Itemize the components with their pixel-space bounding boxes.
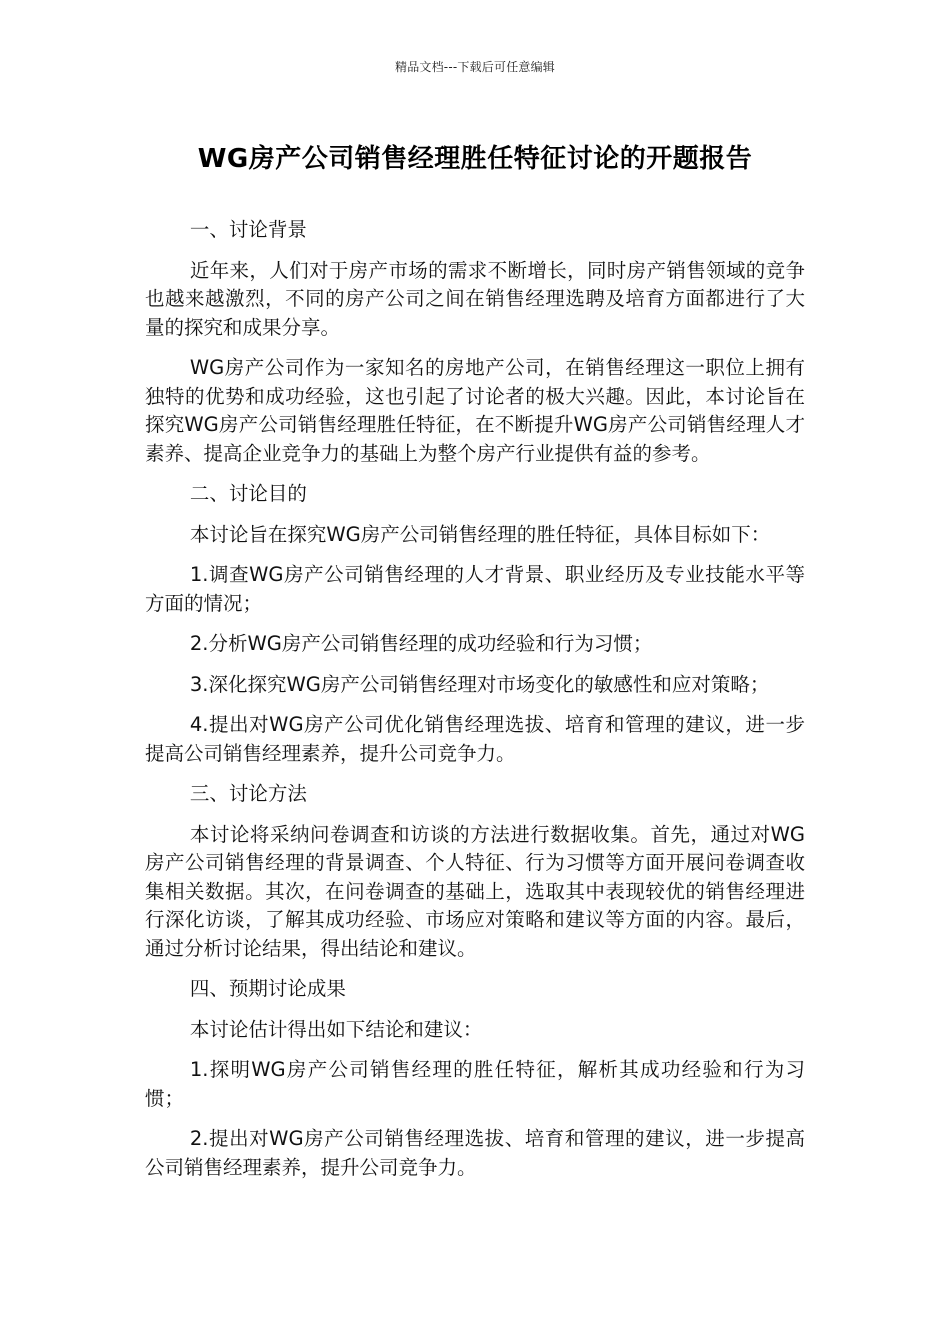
list-item-purpose-4: 4.提出对WG房产公司优化销售经理选拔、培育和管理的建议，进一步提高公司销售经理素养，提升公司竞争力。 — [145, 713, 805, 765]
document-title: WG房产公司销售经理胜任特征讨论的开题报告 — [197, 144, 753, 174]
section-heading-purpose: 二、讨论目的 — [189, 482, 307, 505]
list-item-purpose-1: 1.调查WG房产公司销售经理的人才背景、职业经历及专业技能水平等方面的情况； — [145, 563, 805, 615]
paragraph-purpose-intro: 本讨论旨在探究WG房产公司销售经理的胜任特征，具体目标如下： — [189, 522, 771, 546]
paragraph-background-1: 近年来，人们对于房产市场的需求不断增长，同时房产销售领域的竞争也越来越激烈，不同的房产公司之间在销售经理选聘及培育方面都进行了大量的探究和成果分享。 — [145, 258, 805, 339]
header-note: 精品文档---下载后可任意编辑 — [395, 60, 555, 74]
list-item-outcome-1: 1.探明WG房产公司销售经理的胜任特征，解析其成功经验和行为习惯； — [145, 1058, 805, 1110]
list-item-purpose-3: 3.深化探究WG房产公司销售经理对市场变化的敏感性和应对策略； — [189, 672, 770, 696]
document-body — [145, 216, 805, 1194]
section-heading-method: 三、讨论方法 — [189, 782, 307, 805]
paragraph-outcomes-intro: 本讨论估计得出如下结论和建议： — [189, 1017, 483, 1041]
list-item-outcome-2: 2.提出对WG房产公司销售经理选拔、培育和管理的建议，进一步提高公司销售经理素养，提升公司竞争力。 — [145, 1127, 805, 1179]
paragraph-background-2: WG房产公司作为一家知名的房地产公司，在销售经理这一职位上拥有独特的优势和成功经验，这也引起了讨论者的极大兴趣。因此，本讨论旨在探究WG房产公司销售经理胜任特征，在不断提升WG房产公司销售经理人才素养、提高企业竞争力的基础上为整个房产行业提供有益的参考。 — [145, 356, 805, 465]
paragraph-method: 本讨论将采纳问卷调查和访谈的方法进行数据收集。首先，通过对WG房产公司销售经理的背景调查、个人特征、行为习惯等方面开展问卷调查收集相关数据。其次，在问卷调查的基础上，选取其中表现较优的销售经理进行深化访谈，了解其成功经验、市场应对策略和建议等方面的内容。最后，通过分析讨论结果，得出结论和建议。 — [145, 822, 805, 960]
section-heading-outcomes: 四、预期讨论成果 — [189, 977, 346, 1000]
list-item-purpose-2: 2.分析WG房产公司销售经理的成功经验和行为习惯； — [189, 632, 653, 655]
section-heading-background: 一、讨论背景 — [189, 218, 307, 241]
